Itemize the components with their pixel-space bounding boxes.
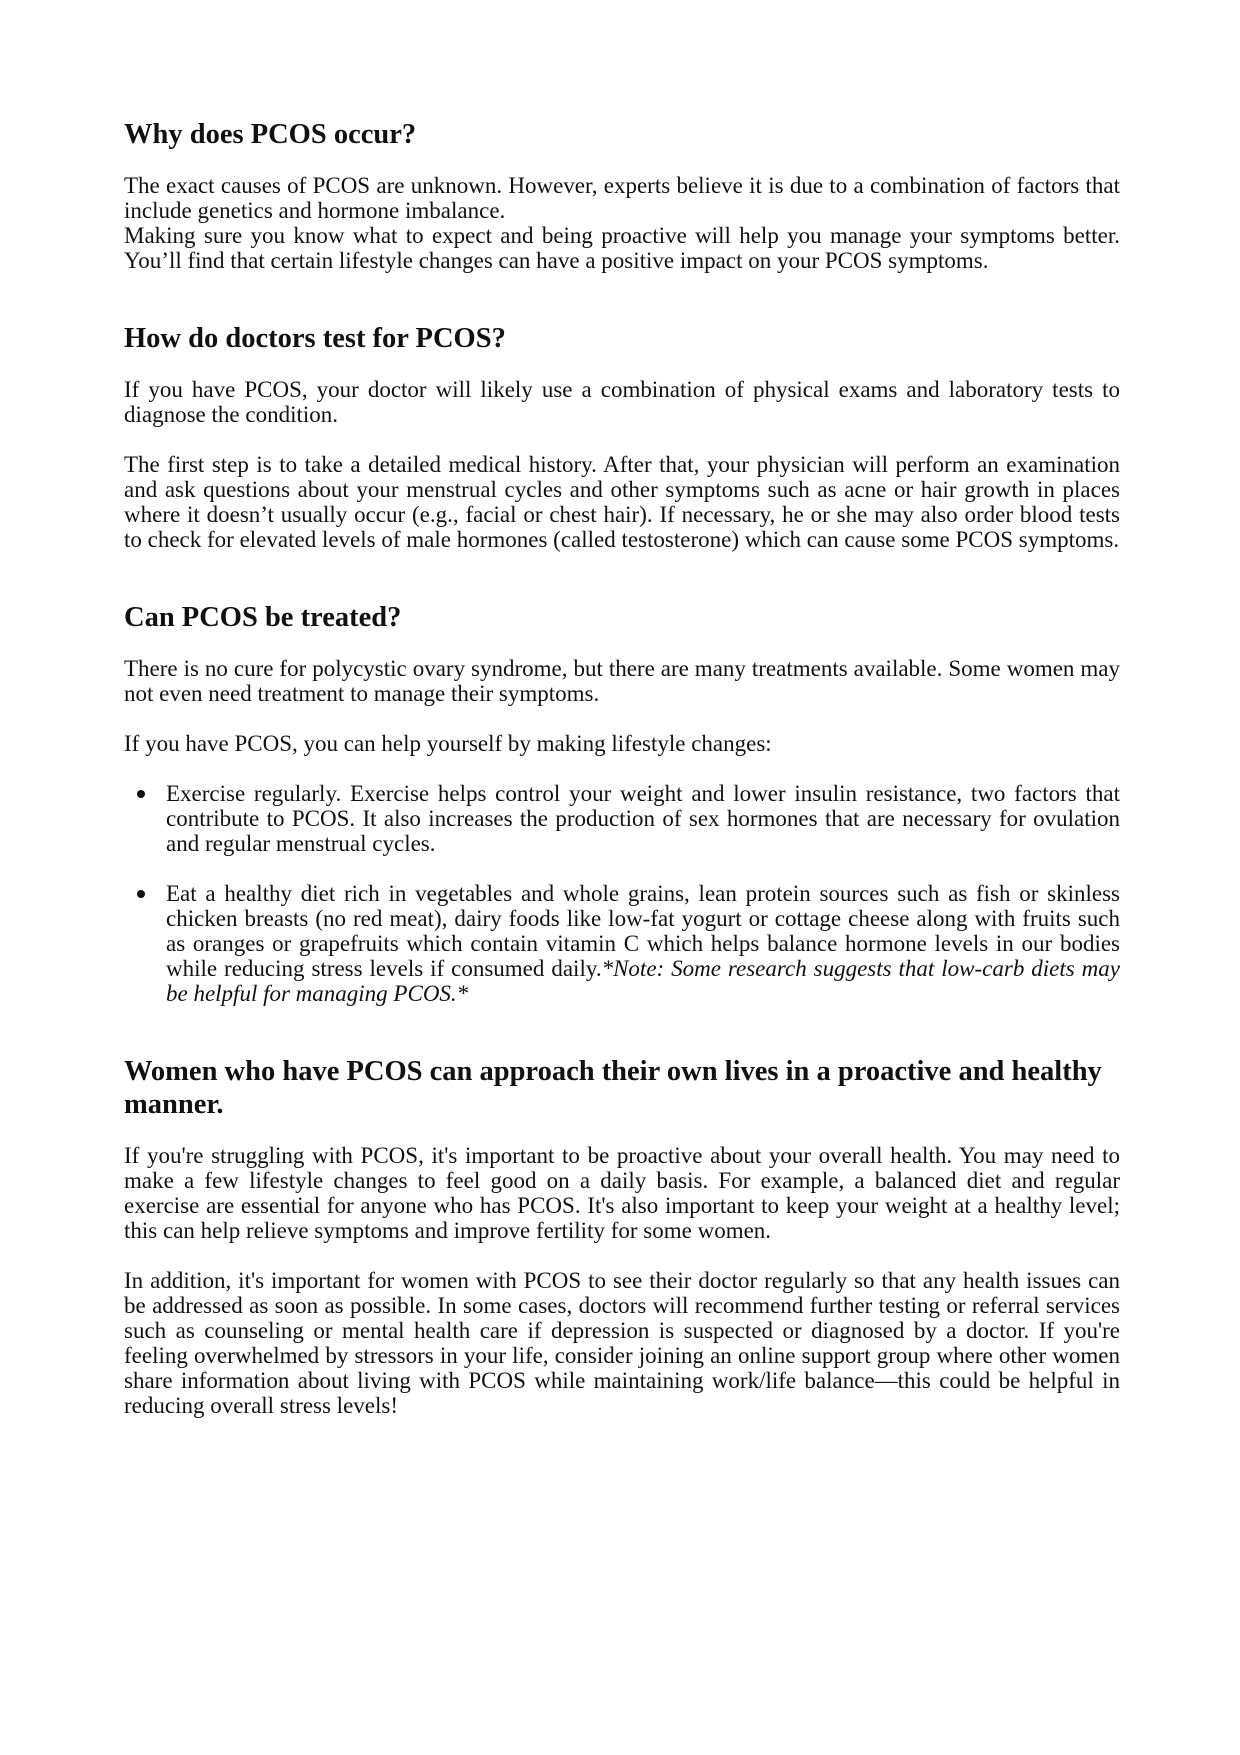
list-item-text: Eat a healthy diet rich in vegetables and whole grains, lean protein sources such as fish or skinless chicken breasts (no red meat), dairy foods like low-fat yogurt or cottage cheese along with fruits such as oranges or grapefruits which contain vitamin C which helps balance hormone levels in our bodies while reducing stress levels if consumed daily. bbox=[166, 881, 1120, 981]
section-spacer bbox=[124, 1031, 1120, 1055]
list-item bbox=[124, 881, 1120, 1006]
bullet-dot-icon bbox=[137, 790, 145, 798]
section-spacer bbox=[124, 552, 1120, 601]
paragraph: If you have PCOS, you can help yourself by making lifestyle changes: bbox=[124, 731, 772, 756]
document-page bbox=[124, 118, 1120, 1418]
paragraph: In addition, it's important for women with PCOS to see their doctor regularly so that any health issues can be addressed as soon as possible. In some cases, doctors will recommend further testing or referral services such as counseling or mental health care if depression is suspected or diagnosed by a doctor. If you're feeling overwhelmed by stressors in your life, consider joining an online support group where other women share information about living with PCOS while maintaining work/life balance—this could be helpful in reducing overall stress levels! bbox=[124, 1268, 1120, 1418]
section-heading: Can PCOS be treated? bbox=[124, 602, 402, 633]
section-heading: Women who have PCOS can approach their own lives in a proactive and healthy manner. bbox=[124, 1056, 1102, 1120]
paragraph: If you have PCOS, your doctor will likely use a combination of physical exams and laboratory tests to diagnose the condition. bbox=[124, 377, 1120, 427]
italic-note: *Note: Some research suggests that low-carb diets may be helpful for managing PCOS.* bbox=[166, 956, 1120, 1006]
section-why-pcos-occurs bbox=[124, 118, 1120, 273]
paragraph: Making sure you know what to expect and being proactive will help you manage your symptoms better. You’ll find that certain lifestyle changes can have a positive impact on your PCOS symptoms. bbox=[124, 223, 1120, 273]
section-how-doctors-test bbox=[124, 322, 1120, 552]
section-heading: Why does PCOS occur? bbox=[124, 119, 417, 150]
section-proactive-healthy-lives bbox=[124, 1055, 1120, 1418]
list-item-text: Exercise regularly. Exercise helps control your weight and lower insulin resistance, two factors that contribute to PCOS. It also increases the production of sex hormones that are necessary for ovulation and regular menstrual cycles. bbox=[166, 781, 1120, 856]
section-spacer bbox=[124, 273, 1120, 322]
paragraph: The first step is to take a detailed medical history. After that, your physician will perform an examination and ask questions about your menstrual cycles and other symptoms such as acne or hair growth in places where it doesn’t usually occur (e.g., facial or chest hair). If necessary, he or she may also order blood tests to check for elevated levels of male hormones (called testosterone) which can cause some PCOS symptoms. bbox=[124, 452, 1120, 552]
bullet-dot-icon bbox=[137, 890, 145, 898]
section-can-pcos-be-treated bbox=[124, 601, 1120, 1006]
lifestyle-changes-list bbox=[124, 781, 1120, 1006]
list-item bbox=[124, 781, 1120, 856]
section-heading: How do doctors test for PCOS? bbox=[124, 323, 506, 354]
paragraph: There is no cure for polycystic ovary syndrome, but there are many treatments available. Some women may not even need treatment to manage their symptoms. bbox=[124, 656, 1120, 706]
paragraph: The exact causes of PCOS are unknown. However, experts believe it is due to a combination of factors that include genetics and hormone imbalance. bbox=[124, 173, 1120, 223]
paragraph: If you're struggling with PCOS, it's important to be proactive about your overall health. You may need to make a few lifestyle changes to feel good on a daily basis. For example, a balanced diet and regular exercise are essential for anyone who has PCOS. It's also important to keep your weight at a healthy level; this can help relieve symptoms and improve fertility for some women. bbox=[124, 1143, 1120, 1243]
